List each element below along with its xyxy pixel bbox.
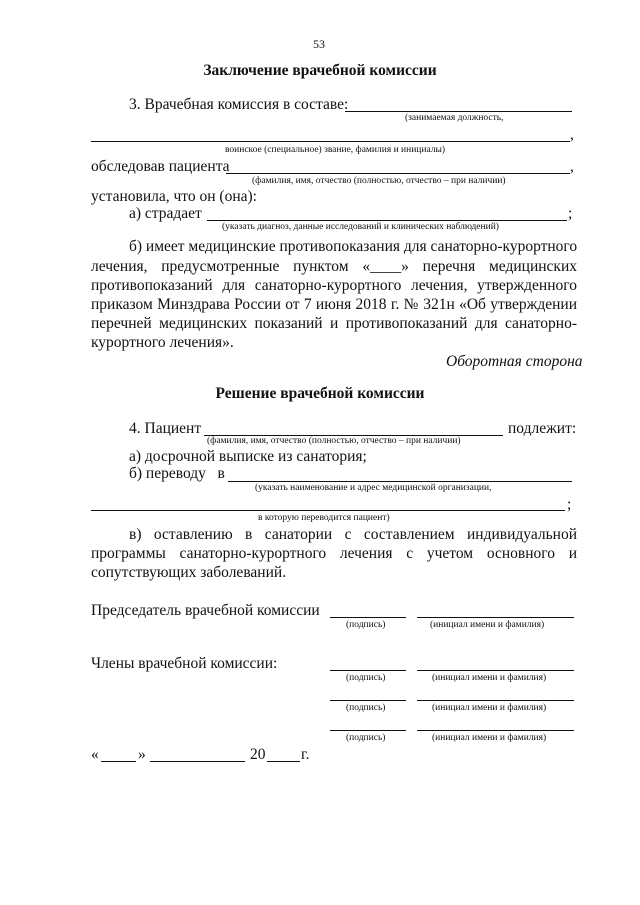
member3-name-field[interactable] bbox=[417, 730, 574, 731]
sign-hint: (подпись) bbox=[346, 673, 386, 683]
contra-line: противопоказаний для санаторно-курортного лечения, утвержденного bbox=[91, 277, 577, 294]
day-field[interactable] bbox=[101, 761, 136, 762]
member1-signature-field[interactable] bbox=[330, 670, 406, 671]
name-hint: (инициал имени и фамилия) bbox=[432, 673, 547, 683]
member2-name-field[interactable] bbox=[417, 700, 574, 701]
hint-transfer: в которую переводится пациент) bbox=[258, 513, 390, 523]
semicolon: ; bbox=[567, 496, 572, 513]
hint-rank: воинское (специальное) звание, фамилия и инициалы) bbox=[225, 145, 446, 155]
hint-patient-2: (фамилия, имя, отчество (полностью, отчество – при наличии) bbox=[207, 436, 461, 446]
members-label: Члены врачебной комиссии: bbox=[91, 655, 278, 672]
decision-title: Решение врачебной комиссии bbox=[215, 385, 425, 402]
early-discharge: а) досрочной выписке из санатория; bbox=[129, 448, 367, 465]
month-field[interactable] bbox=[150, 761, 245, 762]
member1-name-field[interactable] bbox=[417, 670, 574, 671]
page-number: 53 bbox=[313, 37, 325, 51]
name-hint: (инициал имени и фамилия) bbox=[432, 733, 547, 743]
established-text: установила, что он (она): bbox=[91, 188, 257, 205]
leave-line-last: сопутствующих заболеваний. bbox=[91, 564, 287, 581]
contra-line: лечения, предусмотренные пунктом «____» перечня медицинских bbox=[91, 258, 577, 275]
rank-field[interactable] bbox=[91, 141, 570, 142]
comma: , bbox=[570, 126, 574, 143]
name-hint: (инициал имени и фамилия) bbox=[430, 620, 545, 630]
semicolon: ; bbox=[568, 205, 573, 222]
hint-org: (указать наименование и адрес медицинской организации, bbox=[255, 483, 492, 493]
contra-line-last: курортного лечения». bbox=[91, 334, 234, 351]
hint-patient: (фамилия, имя, отчество (полностью, отчество – при наличии) bbox=[252, 176, 506, 186]
leave-line: программы санаторно-курортного лечения с учетом основного и bbox=[91, 545, 577, 562]
year-field[interactable] bbox=[267, 761, 300, 762]
patient-field[interactable] bbox=[226, 173, 570, 174]
chairman-label: Председатель врачебной комиссии bbox=[91, 602, 320, 619]
reverse-side-label: Оборотная сторона bbox=[446, 353, 583, 370]
member2-signature-field[interactable] bbox=[330, 700, 406, 701]
organization-field-2[interactable] bbox=[91, 510, 565, 511]
transfer-label: б) переводу в bbox=[129, 465, 225, 482]
chairman-name-field[interactable] bbox=[417, 617, 574, 618]
sign-hint: (подпись) bbox=[346, 703, 386, 713]
item3-label: 3. Врачебная комиссия в составе: bbox=[129, 96, 349, 113]
year-prefix: 20 bbox=[250, 746, 266, 763]
year-suffix: г. bbox=[301, 746, 310, 763]
hint-position: (занимаемая должность, bbox=[405, 113, 504, 123]
chairman-signature-field[interactable] bbox=[330, 617, 406, 618]
position-field[interactable] bbox=[345, 111, 572, 112]
contra-line: перечней медицинских показаний и противопоказаний для санаторно- bbox=[91, 315, 577, 332]
contra-line: б) имеет медицинские противопоказания для санаторно-курортного bbox=[129, 238, 578, 255]
subject-to: подлежит: bbox=[508, 420, 577, 437]
hint-diagnosis: (указать диагноз, данные исследований и клинических наблюдений) bbox=[222, 222, 499, 232]
comma: , bbox=[570, 158, 574, 175]
sign-hint: (подпись) bbox=[346, 733, 386, 743]
contra-line: приказом Минздрава России от 7 июня 2018 г. № 321н «Об утверждении bbox=[91, 296, 577, 313]
date-close-quote: » bbox=[138, 746, 146, 763]
conclusion-title: Заключение врачебной комиссии bbox=[203, 62, 437, 79]
suffers-label: а) страдает bbox=[129, 205, 202, 222]
diagnosis-field[interactable] bbox=[207, 220, 567, 221]
name-hint: (инициал имени и фамилия) bbox=[432, 703, 547, 713]
leave-line: в) оставлению в санатории с составлением индивидуальной bbox=[129, 526, 577, 543]
member3-signature-field[interactable] bbox=[330, 730, 406, 731]
item4-label: 4. Пациент bbox=[129, 420, 202, 437]
sign-hint: (подпись) bbox=[346, 620, 386, 630]
organization-field[interactable] bbox=[228, 481, 572, 482]
date-open-quote: « bbox=[91, 746, 99, 763]
examined-label: обследовав пациента bbox=[91, 158, 230, 175]
